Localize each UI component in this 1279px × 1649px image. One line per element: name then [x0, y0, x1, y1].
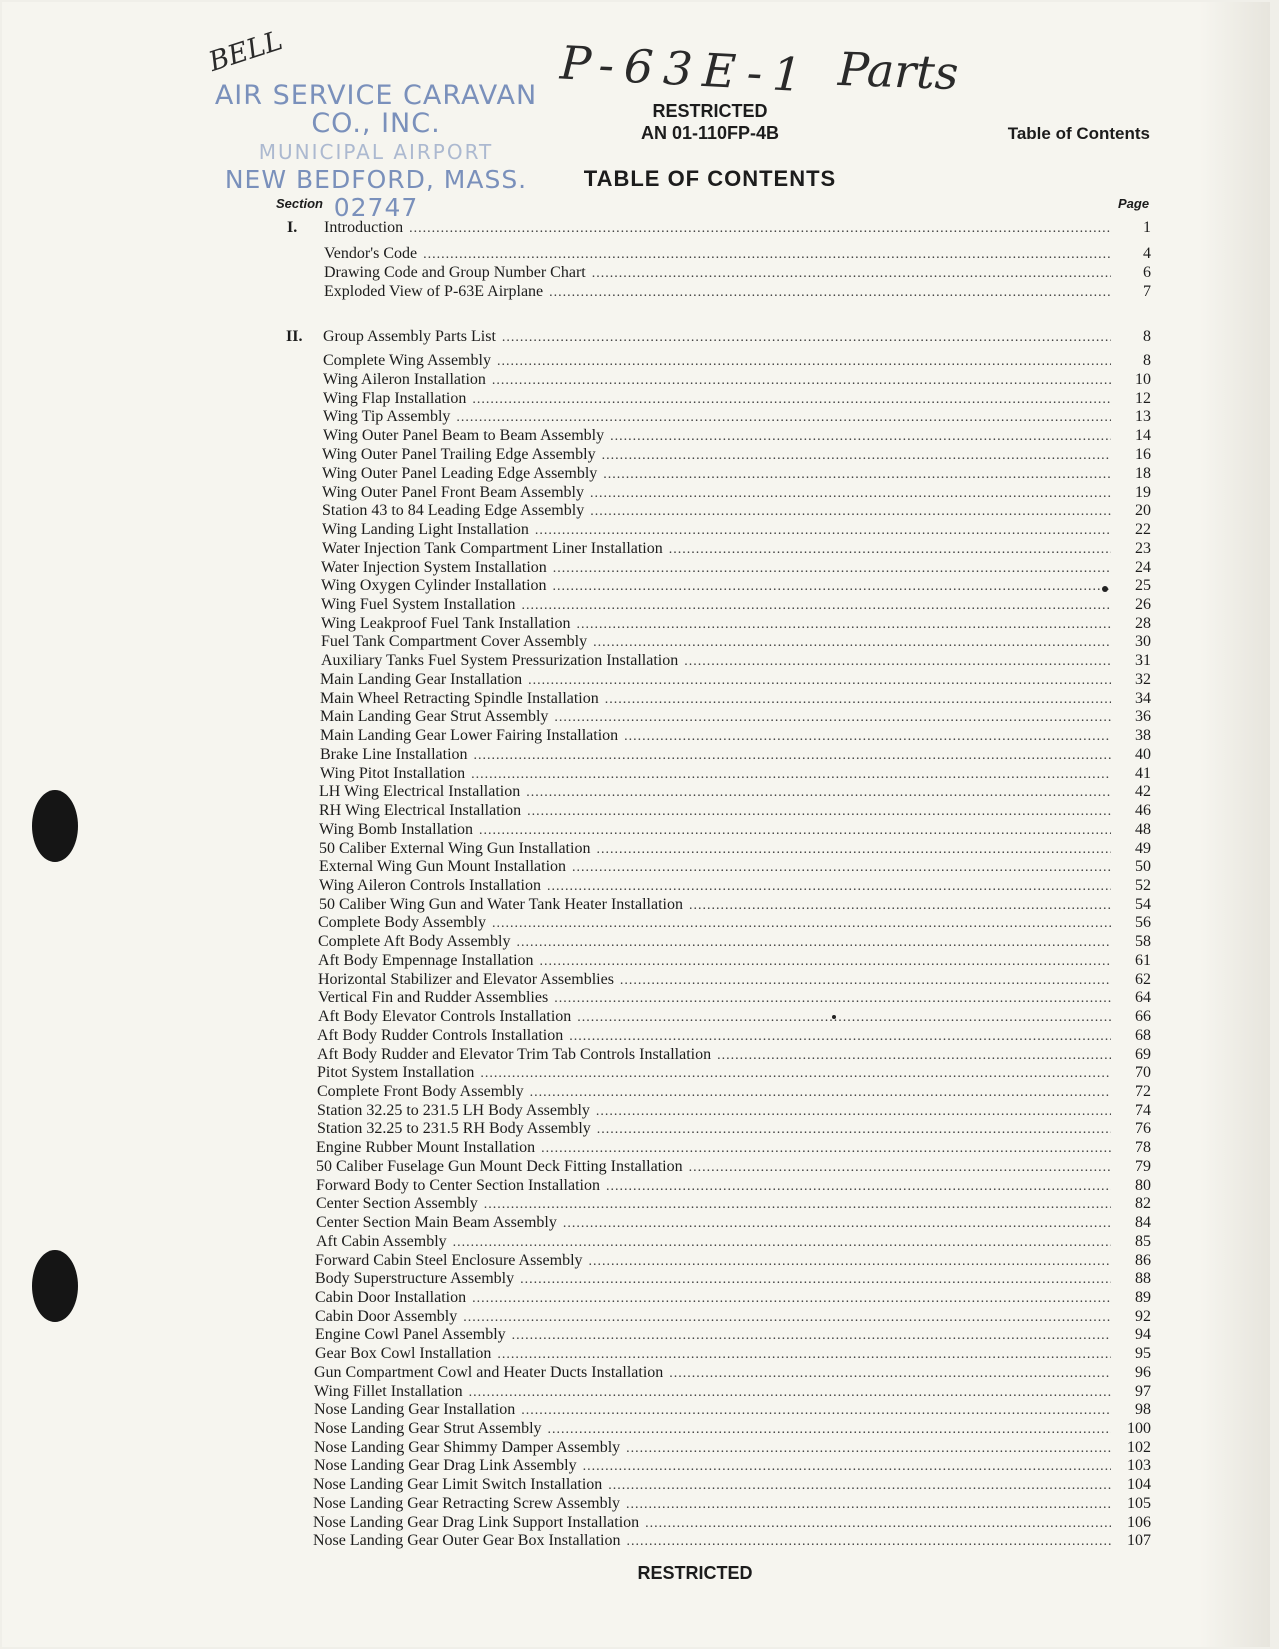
toc-entry — [319, 896, 1151, 914]
toc-entry — [315, 1289, 1151, 1307]
toc-dot-leader — [480, 1065, 1111, 1083]
toc-entry-title: Complete Front Body Assembly — [317, 1083, 524, 1100]
toc-dot-leader — [626, 1533, 1111, 1551]
stamp-line-2: MUNICIPAL AIRPORT — [258, 140, 494, 164]
toc-dot-leader — [549, 284, 1111, 302]
toc-page-number: 56 — [1135, 914, 1151, 931]
toc-entry — [313, 1495, 1151, 1513]
toc-entry-title: Aft Body Rudder Controls Installation — [317, 1027, 564, 1044]
toc-page-number: 10 — [1135, 371, 1151, 388]
toc-page-number: 66 — [1135, 1008, 1151, 1025]
toc-entry — [322, 484, 1151, 502]
toc-entry-title: 50 Caliber Wing Gun and Water Tank Heater Installation — [319, 896, 683, 913]
toc-dot-leader — [520, 1271, 1111, 1289]
toc-page-number: 14 — [1135, 427, 1151, 444]
toc-dot-leader — [548, 1421, 1111, 1439]
toc-entry — [317, 1102, 1151, 1120]
toc-entry-title: Engine Cowl Panel Assembly — [315, 1326, 506, 1343]
toc-entry-title: Nose Landing Gear Installation — [314, 1401, 516, 1418]
handwritten-parts: Parts — [837, 41, 960, 101]
toc-page-number: 85 — [1135, 1233, 1151, 1250]
toc-entry — [319, 802, 1151, 820]
toc-entry — [316, 1139, 1151, 1157]
toc-dot-leader — [521, 1402, 1111, 1420]
toc-page-number: 61 — [1135, 952, 1151, 969]
toc-dot-leader — [535, 522, 1111, 540]
toc-entry — [323, 371, 1151, 389]
toc-entry-title: Wing Aileron Installation — [323, 371, 486, 388]
toc-entry — [317, 1046, 1151, 1064]
toc-entry-title: Nose Landing Gear Retracting Screw Assembly — [313, 1495, 621, 1512]
toc-entry — [322, 521, 1151, 539]
toc-page-number: 31 — [1135, 652, 1151, 669]
toc-entry — [317, 1083, 1151, 1101]
toc-entry-title: Wing Outer Panel Leading Edge Assembly — [322, 465, 598, 482]
toc-dot-leader — [527, 803, 1111, 821]
toc-dot-leader — [528, 672, 1111, 690]
toc-dot-leader — [610, 428, 1111, 446]
toc-entry — [318, 914, 1151, 932]
toc-dot-leader — [626, 1440, 1111, 1458]
toc-entry — [319, 821, 1151, 839]
toc-page-number: 72 — [1135, 1083, 1151, 1100]
toc-dot-leader — [669, 1365, 1111, 1383]
toc-page-number: 25 — [1135, 577, 1151, 594]
toc-entry-title: Nose Landing Gear Strut Assembly — [314, 1420, 542, 1437]
toc-entry-title: Introduction — [324, 219, 404, 236]
ink-speck — [832, 1015, 836, 1019]
toc-entry-title: Wing Outer Panel Front Beam Assembly — [322, 484, 584, 501]
toc-entry-title: Fuel Tank Compartment Cover Assembly — [321, 633, 588, 650]
toc-entry-title: Nose Landing Gear Drag Link Support Installation — [313, 1514, 640, 1531]
toc-entry — [314, 1439, 1151, 1457]
toc-page-number: 4 — [1143, 245, 1151, 262]
toc-entry-title: Aft Body Empennage Installation — [318, 952, 534, 969]
toc-dot-leader — [596, 1103, 1111, 1121]
toc-page-number: 7 — [1143, 283, 1151, 300]
header-right-title: Table of Contents — [1007, 124, 1150, 143]
toc-dot-leader — [596, 841, 1111, 859]
toc-dot-leader — [502, 329, 1111, 347]
toc-page-number: 48 — [1135, 821, 1151, 838]
toc-entry — [314, 1401, 1151, 1419]
toc-entry — [321, 596, 1151, 614]
toc-entry — [319, 840, 1151, 858]
toc-page-number: 30 — [1135, 633, 1151, 650]
toc-dot-leader — [409, 220, 1111, 238]
toc-entry — [316, 1177, 1151, 1195]
toc-page-number: 64 — [1135, 989, 1151, 1006]
toc-dot-leader — [589, 1253, 1111, 1271]
toc-entry-title: Complete Wing Assembly — [323, 352, 491, 369]
page-edge-shading — [1200, 2, 1270, 1647]
section-column-label: Section — [276, 196, 323, 211]
toc-entry-title: Cabin Door Installation — [315, 1289, 467, 1306]
toc-dot-leader — [553, 560, 1111, 578]
toc-entry — [318, 952, 1151, 970]
toc-entry — [320, 690, 1151, 708]
toc-page-number: 46 — [1135, 802, 1151, 819]
toc-page-number: 42 — [1135, 783, 1151, 800]
footer-restricted: RESTRICTED — [637, 1563, 753, 1583]
toc-entry — [318, 971, 1151, 989]
toc-dot-leader — [717, 1047, 1111, 1065]
toc-dot-leader — [624, 728, 1111, 746]
toc-page-number: 12 — [1135, 390, 1151, 407]
toc-dot-leader — [684, 653, 1111, 671]
toc-page-number: 92 — [1135, 1308, 1151, 1325]
toc-entry — [319, 877, 1151, 895]
toc-page-number: 24 — [1135, 559, 1151, 576]
toc-entry-title: Water Injection System Installation — [321, 559, 547, 576]
toc-dot-leader — [590, 485, 1111, 503]
toc-dot-leader — [669, 541, 1111, 559]
toc-page-number: 70 — [1135, 1064, 1151, 1081]
toc-dot-leader — [530, 1084, 1111, 1102]
toc-entry — [321, 652, 1151, 670]
toc-page-number: 1 — [1143, 219, 1151, 236]
toc-entry — [314, 1364, 1151, 1382]
toc-dot-leader — [593, 634, 1111, 652]
toc-page-number: 36 — [1135, 708, 1151, 725]
header-doc-number: AN 01-110FP-4B — [640, 123, 780, 143]
toc-dot-leader — [590, 503, 1111, 521]
toc-entry — [314, 1383, 1151, 1401]
toc-entry-title: Wing Bomb Installation — [319, 821, 474, 838]
toc-page-number: 69 — [1135, 1046, 1151, 1063]
toc-dot-leader — [521, 597, 1111, 615]
toc-entry-title: Aft Cabin Assembly — [316, 1233, 447, 1250]
stamp-line-1: AIR SERVICE CARAVAN CO., INC. — [214, 80, 538, 139]
toc-page-number: 20 — [1135, 502, 1151, 519]
toc-page-number: 104 — [1127, 1476, 1151, 1493]
toc-page-number: 107 — [1127, 1532, 1151, 1549]
toc-entry — [323, 390, 1151, 408]
toc-entry — [321, 633, 1151, 651]
toc-entry — [318, 933, 1151, 951]
toc-page-number: 89 — [1135, 1289, 1151, 1306]
toc-dot-leader — [526, 784, 1111, 802]
toc-entry-title: Wing Tip Assembly — [323, 408, 451, 425]
toc-entry — [317, 1027, 1151, 1045]
toc-dot-leader — [471, 766, 1111, 784]
toc-page-number: 68 — [1135, 1027, 1151, 1044]
toc-page-number: 22 — [1135, 521, 1151, 538]
toc-dot-leader — [597, 1121, 1111, 1139]
toc-page-number: 50 — [1135, 858, 1151, 875]
toc-entry-title: RH Wing Electrical Installation — [319, 802, 522, 819]
toc-entry-title: Nose Landing Gear Outer Gear Box Installation — [313, 1532, 621, 1549]
toc-entry — [321, 615, 1151, 633]
toc-entry-title: Station 32.25 to 231.5 RH Body Assembly — [317, 1120, 591, 1137]
toc-dot-leader — [474, 747, 1111, 765]
toc-dot-leader — [689, 1159, 1111, 1177]
toc-entry-title: Station 32.25 to 231.5 LH Body Assembly — [317, 1102, 590, 1119]
toc-page-number: 28 — [1135, 615, 1151, 632]
toc-dot-leader — [572, 859, 1111, 877]
toc-entry-title: Auxiliary Tanks Fuel System Pressurization Installation — [321, 652, 679, 669]
toc-dot-leader — [547, 878, 1111, 896]
toc-entry-title: Forward Body to Center Section Installation — [316, 1177, 600, 1194]
toc-entry — [315, 1252, 1151, 1270]
toc-page-number: 97 — [1135, 1383, 1151, 1400]
toc-entry — [320, 727, 1151, 745]
toc-entry — [315, 1270, 1151, 1288]
toc-entry — [314, 1420, 1151, 1438]
toc-dot-leader — [512, 1327, 1111, 1345]
toc-entry-title: Aft Body Elevator Controls Installation — [318, 1008, 572, 1025]
toc-dot-leader — [583, 1458, 1111, 1476]
toc-dot-leader — [463, 1309, 1111, 1327]
toc-entry-title: Group Assembly Parts List — [323, 328, 496, 345]
toc-page-number: 103 — [1127, 1457, 1151, 1474]
handwritten-bell: BELL — [205, 25, 287, 78]
toc-entry-title: Aft Body Rudder and Elevator Trim Tab Controls Installation — [317, 1046, 712, 1063]
toc-dot-leader — [456, 409, 1111, 427]
toc-entry — [324, 264, 1151, 282]
toc-entry-title: Wing Fuel System Installation — [321, 596, 516, 613]
toc-dot-leader — [553, 578, 1111, 596]
toc-dot-leader — [469, 1384, 1111, 1402]
toc-page-number: 96 — [1135, 1364, 1151, 1381]
toc-entry-title: Gun Compartment Cowl and Heater Ducts Installation — [314, 1364, 664, 1381]
toc-dot-leader — [606, 1178, 1111, 1196]
toc-dot-leader — [592, 265, 1111, 283]
toc-page-number: 62 — [1135, 971, 1151, 988]
toc-entry-title: Station 43 to 84 Leading Edge Assembly — [322, 502, 585, 519]
ownership-stamp — [196, 82, 556, 222]
toc-entry — [323, 408, 1151, 426]
toc-entry-title: Horizontal Stabilizer and Elevator Assemblies — [318, 971, 614, 988]
toc-entry-title: Main Wheel Retracting Spindle Installation — [320, 690, 599, 707]
toc-entry — [323, 427, 1151, 445]
toc-dot-leader — [620, 972, 1111, 990]
toc-entry — [318, 1008, 1151, 1026]
toc-entry — [319, 783, 1151, 801]
toc-dot-leader — [554, 990, 1111, 1008]
toc-entry-title: Wing Leakproof Fuel Tank Installation — [321, 615, 571, 632]
handwritten-model: P-63E-1 — [558, 35, 814, 103]
toc-entry-title: Center Section Main Beam Assembly — [316, 1214, 557, 1231]
toc-entry-title: Wing Aileron Controls Installation — [319, 877, 541, 894]
toc-entry — [320, 765, 1151, 783]
toc-page-number: 58 — [1135, 933, 1151, 950]
toc-dot-leader — [479, 822, 1111, 840]
toc-entry — [324, 283, 1151, 301]
toc-entry — [321, 577, 1151, 595]
toc-entry — [315, 1326, 1151, 1344]
toc-entry-title: Wing Outer Panel Beam to Beam Assembly — [323, 427, 605, 444]
toc-entry — [320, 746, 1151, 764]
toc-page-number: 54 — [1135, 896, 1151, 913]
toc-page-number: 74 — [1135, 1102, 1151, 1119]
toc-page-number: 8 — [1143, 328, 1151, 345]
toc-dot-leader — [602, 447, 1111, 465]
toc-entry — [314, 1457, 1151, 1475]
toc-entry — [316, 1158, 1151, 1176]
toc-page-number: 6 — [1143, 264, 1151, 281]
toc-page-number: 32 — [1135, 671, 1151, 688]
toc-dot-leader — [626, 1496, 1111, 1514]
toc-dot-leader — [569, 1028, 1111, 1046]
toc-entry-title: Brake Line Installation — [320, 746, 468, 763]
toc-entry — [287, 219, 1151, 237]
toc-entry — [313, 1532, 1151, 1550]
page-column-label: Page — [1118, 196, 1150, 211]
toc-entry — [317, 1120, 1151, 1138]
toc-entry-title: Vertical Fin and Rudder Assemblies — [318, 989, 549, 1006]
toc-page-number: 41 — [1135, 765, 1151, 782]
toc-entry-title: Engine Rubber Mount Installation — [316, 1139, 536, 1156]
ink-speck — [1102, 586, 1108, 592]
header-restricted: RESTRICTED — [652, 101, 768, 121]
toc-dot-leader — [484, 1196, 1111, 1214]
toc-entry — [324, 245, 1151, 263]
toc-entry-title: Nose Landing Gear Limit Switch Installation — [313, 1476, 603, 1493]
toc-page-number: 98 — [1135, 1401, 1151, 1418]
toc-entry-title: Pitot System Installation — [317, 1064, 475, 1081]
toc-page-number: 8 — [1143, 352, 1151, 369]
toc-entry — [315, 1345, 1151, 1363]
toc-entry-title: Center Section Assembly — [316, 1195, 478, 1212]
toc-dot-leader — [603, 466, 1111, 484]
toc-page-number: 38 — [1135, 727, 1151, 744]
toc-dot-leader — [605, 691, 1111, 709]
toc-entry-title: Drawing Code and Group Number Chart — [324, 264, 586, 281]
toc-entry-title: Forward Cabin Steel Enclosure Assembly — [315, 1252, 583, 1269]
toc-entry — [320, 708, 1151, 726]
toc-page-number: 26 — [1135, 596, 1151, 613]
toc-entry-title: Wing Fillet Installation — [314, 1383, 463, 1400]
toc-entry — [317, 1064, 1151, 1082]
toc-dot-leader — [577, 1009, 1111, 1027]
toc-dot-leader — [472, 1290, 1111, 1308]
toc-page-number: 102 — [1127, 1439, 1151, 1456]
toc-page-number: 76 — [1135, 1120, 1151, 1137]
stamp-line-3: NEW BEDFORD, MASS. 02747 — [224, 165, 528, 222]
toc-title: TABLE OF CONTENTS — [583, 166, 837, 191]
toc-entry — [316, 1195, 1151, 1213]
toc-dot-leader — [563, 1215, 1111, 1233]
toc-page-number: 86 — [1135, 1252, 1151, 1269]
toc-page-number: 13 — [1135, 408, 1151, 425]
toc-dot-leader — [516, 934, 1111, 952]
toc-entry — [286, 328, 1151, 346]
toc-dot-leader — [540, 953, 1111, 971]
toc-entry — [322, 502, 1151, 520]
toc-page-number: 88 — [1135, 1270, 1151, 1287]
toc-page-number: 19 — [1135, 484, 1151, 501]
toc-dot-leader — [541, 1140, 1111, 1158]
toc-dot-leader — [608, 1477, 1111, 1495]
toc-entry-title: Main Landing Gear Installation — [320, 671, 523, 688]
toc-dot-leader — [492, 372, 1111, 390]
toc-dot-leader — [645, 1515, 1111, 1533]
toc-entry — [313, 1514, 1151, 1532]
toc-section-number: II. — [286, 328, 303, 345]
toc-entry-title: Wing Flap Installation — [323, 390, 467, 407]
toc-entry — [318, 989, 1151, 1007]
toc-dot-leader — [554, 709, 1111, 727]
toc-page-number: 52 — [1135, 877, 1151, 894]
toc-section-number: I. — [287, 219, 298, 236]
toc-entry-title: Wing Landing Light Installation — [322, 521, 529, 538]
toc-entry-title: Nose Landing Gear Shimmy Damper Assembly — [314, 1439, 621, 1456]
toc-page-number: 23 — [1135, 540, 1151, 557]
toc-entry-title: Exploded View of P-63E Airplane — [324, 283, 544, 300]
header-block — [580, 100, 840, 144]
toc-entry-title: Wing Outer Panel Trailing Edge Assembly — [322, 446, 596, 463]
toc-page-number: 106 — [1127, 1514, 1151, 1531]
toc-entry-title: Vendor's Code — [324, 245, 418, 262]
toc-page-number: 49 — [1135, 840, 1151, 857]
toc-page-number: 100 — [1127, 1420, 1151, 1437]
toc-entry-title: Wing Oxygen Cylinder Installation — [321, 577, 547, 594]
toc-entry — [316, 1233, 1151, 1251]
toc-entry-title: Main Landing Gear Lower Fairing Installation — [320, 727, 619, 744]
toc-page-number: 40 — [1135, 746, 1151, 763]
toc-entry — [315, 1308, 1151, 1326]
toc-entry-title: Body Superstructure Assembly — [315, 1270, 515, 1287]
toc-page-number: 78 — [1135, 1139, 1151, 1156]
toc-page-number: 18 — [1135, 465, 1151, 482]
toc-entry — [319, 858, 1151, 876]
toc-dot-leader — [497, 353, 1111, 371]
toc-entry-title: Main Landing Gear Strut Assembly — [320, 708, 549, 725]
toc-entry — [316, 1214, 1151, 1232]
toc-page-number: 34 — [1135, 690, 1151, 707]
toc-entry — [313, 1476, 1151, 1494]
toc-page-number: 105 — [1127, 1495, 1151, 1512]
toc-entry-title: Nose Landing Gear Drag Link Assembly — [314, 1457, 577, 1474]
toc-dot-leader — [423, 246, 1111, 264]
toc-page-number: 94 — [1135, 1326, 1151, 1343]
toc-entry-title: Complete Body Assembly — [318, 914, 486, 931]
toc-dot-leader — [492, 915, 1111, 933]
toc-entry-title: Complete Aft Body Assembly — [318, 933, 511, 950]
toc-entry — [323, 352, 1151, 370]
toc-page-number: 82 — [1135, 1195, 1151, 1212]
toc-entry-title: 50 Caliber External Wing Gun Installation — [319, 840, 591, 857]
toc-entry — [320, 671, 1151, 689]
toc-entry-title: Water Injection Tank Compartment Liner Installation — [322, 540, 663, 557]
toc-entry — [322, 540, 1151, 558]
toc-entry — [322, 465, 1151, 483]
toc-entry-title: External Wing Gun Mount Installation — [319, 858, 567, 875]
toc-entry-title: Gear Box Cowl Installation — [315, 1345, 492, 1362]
toc-dot-leader — [689, 897, 1111, 915]
toc-page-number: 80 — [1135, 1177, 1151, 1194]
binder-hole-bottom — [32, 1250, 78, 1322]
toc-entry-title: 50 Caliber Fuselage Gun Mount Deck Fitting Installation — [316, 1158, 683, 1175]
toc-dot-leader — [497, 1346, 1111, 1364]
toc-dot-leader — [576, 616, 1111, 634]
toc-entry — [322, 446, 1151, 464]
toc-entry — [321, 559, 1151, 577]
toc-page-number: 79 — [1135, 1158, 1151, 1175]
toc-entry-title: Wing Pitot Installation — [320, 765, 466, 782]
toc-page-number: 84 — [1135, 1214, 1151, 1231]
toc-dot-leader — [472, 391, 1111, 409]
toc-entry-title: LH Wing Electrical Installation — [319, 783, 521, 800]
toc-page-number: 16 — [1135, 446, 1151, 463]
toc-entry-title: Cabin Door Assembly — [315, 1308, 458, 1325]
toc-dot-leader — [453, 1234, 1111, 1252]
toc-page-number: 95 — [1135, 1345, 1151, 1362]
binder-hole-top — [32, 790, 78, 862]
